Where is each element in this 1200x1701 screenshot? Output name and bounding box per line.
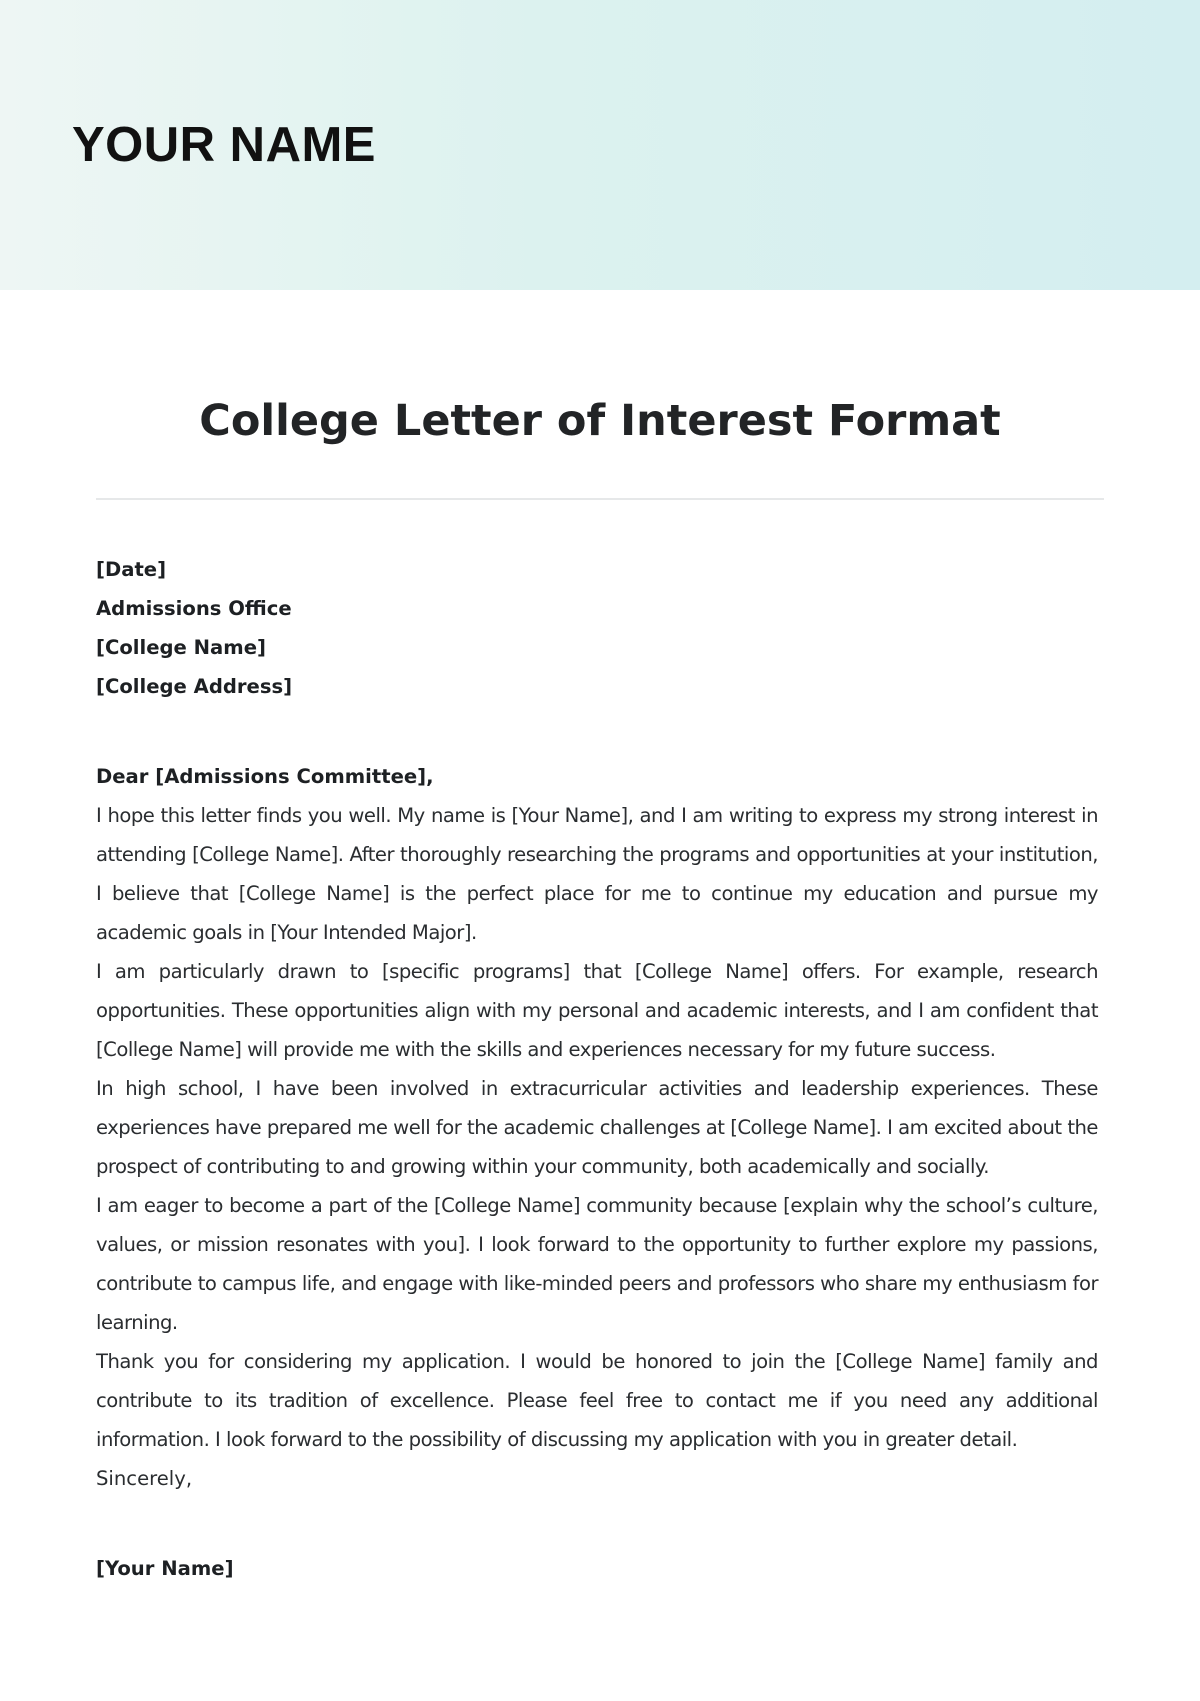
header-banner [0, 0, 1200, 290]
paragraph-programs: I am particularly drawn to [specific programs] that [College Name] offers. For example, research opportunities. These opportunities align with my personal and academic interests, and I am confident that [College Name] will provide me with the skills and experiences necessary for my future success. [96, 960, 1098, 1061]
college-name-line: [College Name] [96, 636, 266, 659]
paragraph-thanks: Thank you for considering my application. I would be honored to join the [College Name] family and contribute to its tradition of excellence. Please feel free to contact me if you need any additional information. I look forward to the possibility of discussing my application with you in greater detail. [96, 1350, 1098, 1451]
office-line: Admissions Office [96, 597, 292, 620]
sender-name: YOUR NAME [72, 118, 376, 172]
college-address-line: [College Address] [96, 675, 293, 698]
page-title: College Letter of Interest Format [199, 396, 1001, 446]
date-line: [Date] [96, 558, 167, 581]
paragraph-intro: I hope this letter finds you well. My name is [Your Name], and I am writing to express my strong interest in attending [College Name]. After thoroughly researching the programs and opportunities at your institution, I believe that [College Name] is the perfect place for me to continue my education and pursue my academic goals in [Your Intended Major]. [96, 804, 1098, 944]
salutation: Dear [Admissions Committee], [96, 765, 434, 788]
address-block [96, 550, 1098, 706]
paragraph-community: I am eager to become a part of the [College Name] community because [explain why the school’s culture, values, or mission resonates with you]. I look forward to the opportunity to further explore my passions, contribute to campus life, and engage with like-minded peers and professors who share my enthusiasm for learning. [96, 1194, 1098, 1334]
title-divider [96, 498, 1104, 500]
paragraph-activities: In high school, I have been involved in extracurricular activities and leadership experiences. These experiences have prepared me well for the academic challenges at [College Name]. I am excited about the prospect of contributing to and growing within your community, both academically and socially. [96, 1077, 1098, 1178]
letter-body [96, 550, 1098, 1588]
signature: [Your Name] [96, 1557, 234, 1580]
closing: Sincerely, [96, 1467, 193, 1490]
